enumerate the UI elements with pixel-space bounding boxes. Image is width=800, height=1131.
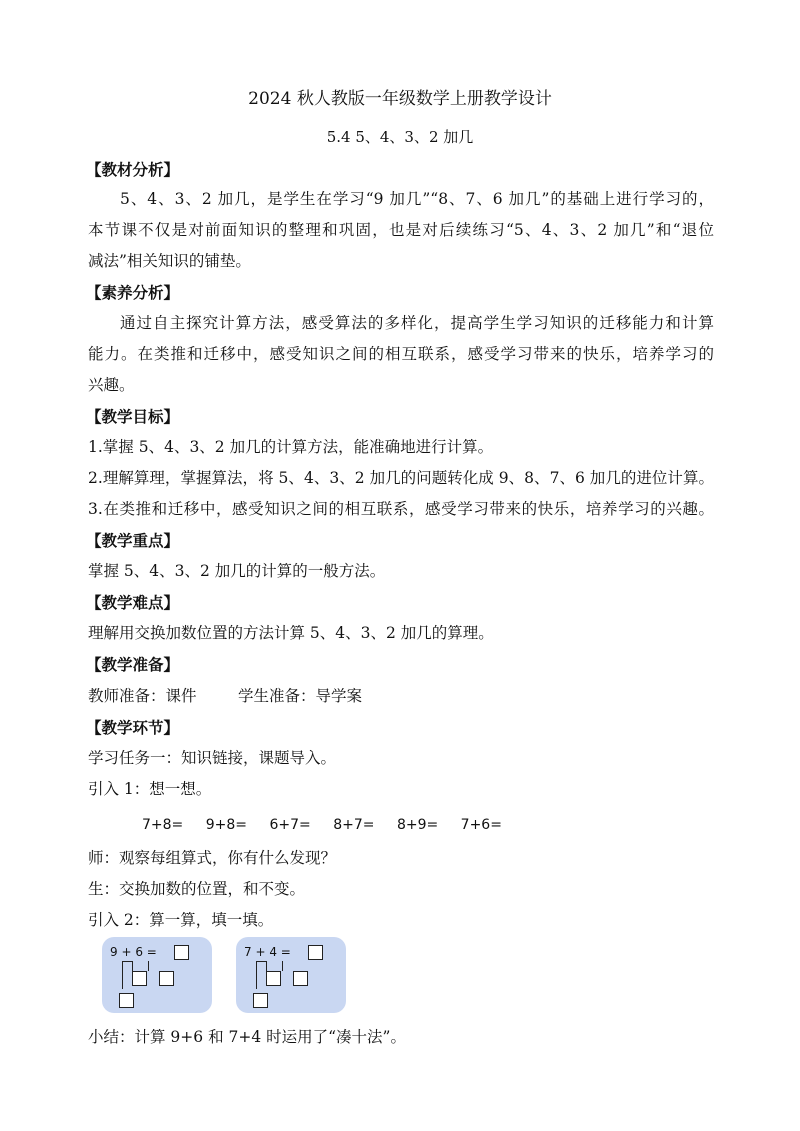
answer-box[interactable] xyxy=(174,945,189,960)
split-box[interactable] xyxy=(132,971,147,986)
make-ten-card-1 xyxy=(102,937,212,1013)
teacher-question: 师：观察每组算式，你有什么发现？ xyxy=(88,849,337,867)
expression: 7+6= xyxy=(460,817,502,833)
goals-heading: 【教学目标】 xyxy=(86,407,180,426)
expression: 6+7= xyxy=(269,817,311,833)
intro-1: 引入 1：想一想。 xyxy=(88,780,212,798)
split-box[interactable] xyxy=(293,971,308,986)
split-line xyxy=(122,961,132,962)
goal-3: 3.在类推和迁移中，感受知识之间的相互联系，感受学习带来的快乐，培养学习的兴趣。 xyxy=(88,500,714,518)
split-box[interactable] xyxy=(159,971,174,986)
difficulty-heading: 【教学难点】 xyxy=(86,593,180,612)
intro-2: 引入 2：算一算，填一填。 xyxy=(88,911,274,929)
steps-heading: 【教学环节】 xyxy=(86,718,180,737)
expression: 8+9= xyxy=(396,817,439,833)
split-line xyxy=(148,961,149,971)
expression-row xyxy=(142,817,520,833)
split-box[interactable] xyxy=(266,971,281,986)
analysis-line-2: 本节课不仅是对前面知识的整理和巩固，也是对后续练习“5、4、3、2 加几”和“退位 xyxy=(88,221,714,239)
analysis-line-1: 5、4、3、2 加几，是学生在学习“9 加几”“8、7、6 加几”的基础上进行学习的， xyxy=(120,190,714,208)
focus-text: 掌握 5、4、3、2 加几的计算的一般方法。 xyxy=(88,562,386,580)
card-equation: 9 + 6 = xyxy=(110,945,157,959)
prep-student: 学生准备：导学案 xyxy=(238,687,363,705)
literacy-line-2: 能力。在类推和迁移中，感受知识之间的相互联系，感受学习带来的快乐，培养学习的 xyxy=(88,345,714,363)
difficulty-text: 理解用交换加数位置的方法计算 5、4、3、2 加几的算理。 xyxy=(88,624,494,642)
expression: 9+8= xyxy=(205,817,248,833)
literacy-heading: 【素养分析】 xyxy=(86,283,180,302)
student-answer: 生：交换加数的位置，和不变。 xyxy=(88,880,306,898)
split-line xyxy=(256,961,257,989)
ten-box[interactable] xyxy=(119,993,134,1008)
split-line xyxy=(122,961,123,989)
literacy-line-1: 通过自主探究计算方法，感受算法的多样化，提高学生学习知识的迁移能力和计算 xyxy=(120,314,714,332)
goal-2: 2.理解算理，掌握算法，将 5、4、3、2 加几的问题转化成 9、8、7、6 加几的进位计算。 xyxy=(88,469,714,487)
focus-heading: 【教学重点】 xyxy=(86,531,180,550)
literacy-line-3: 兴趣。 xyxy=(88,376,135,394)
analysis-heading: 【教材分析】 xyxy=(86,160,180,179)
page-subtitle: 5.4 5、4、3、2 加几 xyxy=(326,128,474,146)
card-equation: 7 + 4 = xyxy=(244,945,291,959)
prep-heading: 【教学准备】 xyxy=(86,655,180,674)
split-line xyxy=(256,961,266,962)
split-line xyxy=(282,961,283,971)
prep-teacher: 教师准备：课件 xyxy=(88,687,197,705)
split-line xyxy=(266,961,267,971)
answer-box[interactable] xyxy=(308,945,323,960)
task-1: 学习任务一：知识链接，课题导入。 xyxy=(88,749,337,767)
analysis-line-3: 减法”相关知识的铺垫。 xyxy=(88,252,251,270)
ten-box[interactable] xyxy=(253,993,268,1008)
summary: 小结：计算 9+6 和 7+4 时运用了“凑十法”。 xyxy=(88,1028,406,1046)
expression: 7+8= xyxy=(142,817,184,833)
expression: 8+7= xyxy=(333,817,375,833)
page-title: 2024 秋人教版一年级数学上册教学设计 xyxy=(248,89,552,109)
split-line xyxy=(132,961,133,971)
make-ten-card-2 xyxy=(236,937,346,1013)
goal-1: 1.掌握 5、4、3、2 加几的计算方法，能准确地进行计算。 xyxy=(88,438,494,456)
